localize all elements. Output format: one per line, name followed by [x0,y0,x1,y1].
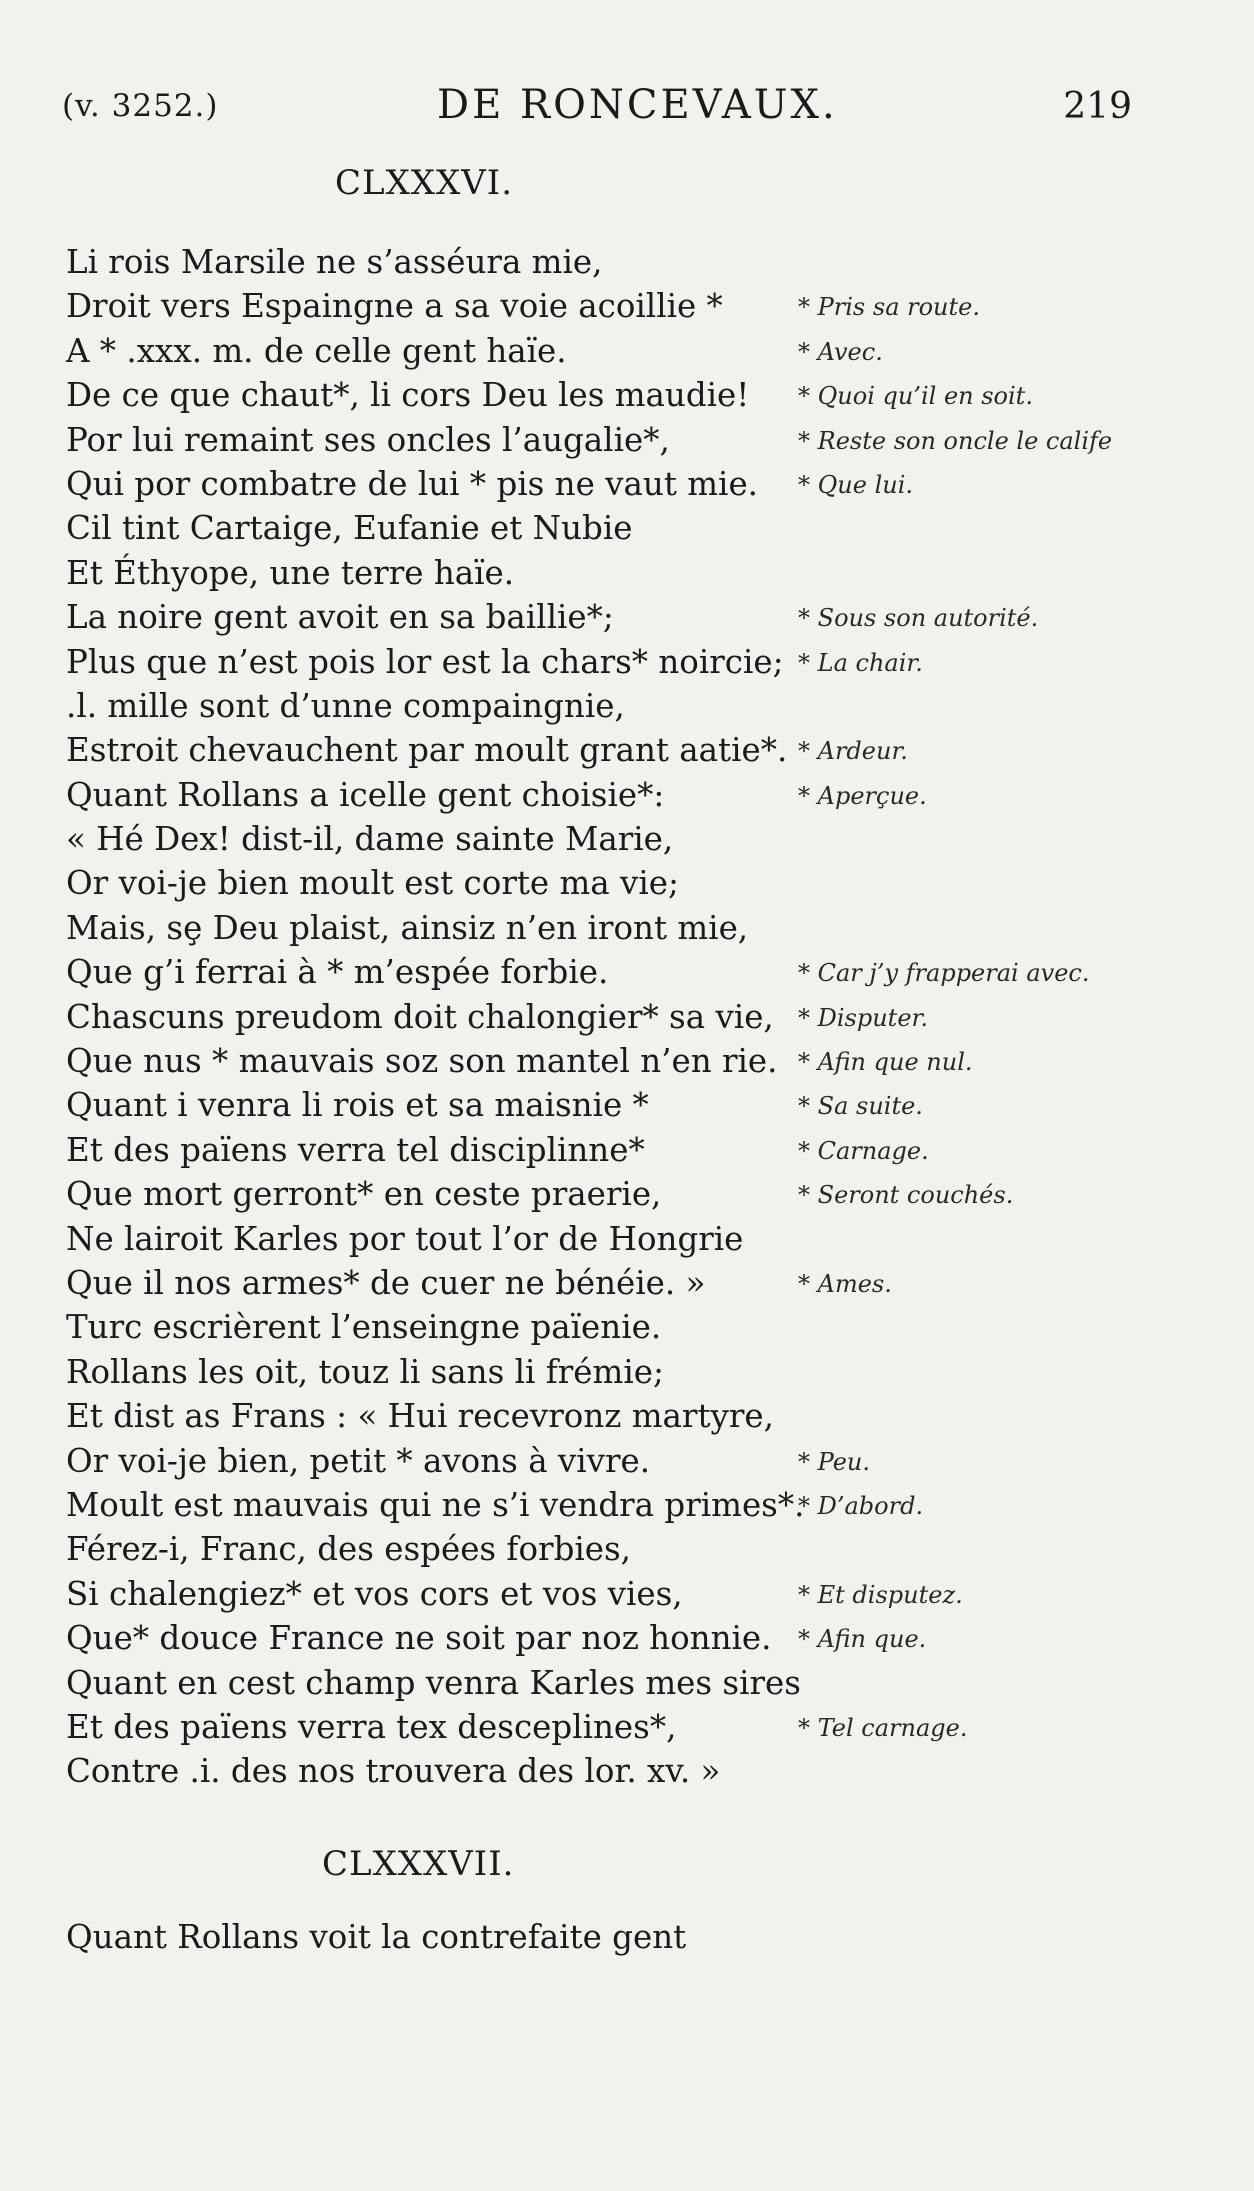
section-title-clxxxvi: CLXXXVI. [335,163,513,203]
gloss-note: * Reste son oncle le calife [798,426,1113,455]
verse-text: Qui por combatre de lui * pis ne vaut mie. [66,464,759,503]
verse-text: Droit vers Espaingne a sa voie acoillie * [66,287,723,326]
gloss-note: * Avec. [798,337,883,366]
gloss-note: * Pris sa route. [798,293,980,322]
gloss-note: * Peu. [798,1447,870,1476]
verse-text: « Hé Dex! dist-il, dame sainte Marie, [66,820,674,859]
page-number: 219 [1063,86,1132,127]
running-title: DE RONCEVAUX. [437,82,838,128]
gloss-note: * Ames. [798,1269,892,1298]
gloss-note: * Sa suite. [798,1092,923,1121]
verse-text: Moult est mauvais qui ne s’i vendra primes*. [66,1485,805,1524]
verse-text: Et des païens verra tel disciplinne* [66,1130,645,1169]
section-title-clxxxvii: CLXXXVII. [322,1844,515,1884]
running-header [62,82,1132,132]
verse-text: Quant en cest champ venra Karles mes sires [66,1663,801,1702]
verse-text: La noire gent avoit en sa baillie*; [66,598,614,637]
verse-text: Que il nos armes* de cuer ne bénéie. » [66,1263,706,1302]
gloss-note: * Quoi qu’il en soit. [798,382,1033,411]
verse-text: Que g’i ferrai à * m’espée forbie. [66,953,609,992]
gloss-note: * Aperçue. [798,781,927,810]
verse-text: Et des païens verra tex desceplines*, [66,1707,677,1746]
verse-text: Or voi-je bien, petit * avons à vivre. [66,1441,651,1480]
verse-text: Que* douce France ne soit par noz honnie. [66,1619,772,1658]
verse-text: Et dist as Frans : « Hui recevronz martyre, [66,1397,774,1436]
verse-text: Chascuns preudom doit chalongier* sa vie, [66,997,774,1036]
verse-text: A * .xxx. m. de celle gent haïe. [66,331,567,370]
gloss-note: * Tel carnage. [798,1713,968,1742]
verse-range: (v. 3252.) [62,88,219,124]
verse-text: Or voi-je bien moult est corte ma vie; [66,864,679,903]
gloss-note: * Disputer. [798,1003,928,1032]
gloss-note: * Que lui. [798,470,914,499]
verse-text: Li rois Marsile ne s’asséura mie, [66,243,603,281]
verse-text: Estroit chevauchent par moult grant aatie*. [66,731,788,770]
verse-text: Et Éthyope, une terre haïe. [66,553,515,592]
verse-line: Quant Rollans voit la contrefaite gent [66,1918,687,1956]
verse-text: Mais, sȩ Deu plaist, ainsiz n’en iront mie, [66,908,749,947]
verse-text: .l. mille sont d’unne compaingnie, [66,686,625,725]
verse-text: Turc escrièrent l’enseingne païenie. [66,1308,662,1347]
gloss-note: * Ardeur. [798,737,908,766]
gloss-note: * Afin que. [798,1625,927,1654]
verse-text: Quant i venra li rois et sa maisnie * [66,1086,649,1125]
verse-text: Que mort gerront* en ceste praerie, [66,1175,662,1214]
verse-text: Ne lairoit Karles por tout l’or de Hongrie [66,1219,744,1258]
verse-text: Si chalengiez* et vos cors et vos vies, [66,1574,683,1613]
gloss-note: * Carnage. [798,1136,929,1165]
verse-text: Contre .i. des nos trouvera des lor. xv. » [66,1752,721,1791]
gloss-note: * Sous son autorité. [798,604,1039,633]
verse-text: Que nus * mauvais soz son mantel n’en rie. [66,1042,778,1081]
verse-text: Rollans les oit, touz li sans li frémie; [66,1352,664,1391]
verse-text: De ce que chaut*, li cors Deu les maudie! [66,376,750,415]
verse-text: Quant Rollans a icelle gent choisie*: [66,775,665,814]
gloss-note: * Et disputez. [798,1580,963,1609]
gloss-note: * La chair. [798,648,923,677]
gloss-note: * Car j’y frapperai avec. [798,959,1090,988]
gloss-note: * Seront couchés. [798,1181,1014,1210]
verse-text: Plus que n’est pois lor est la chars* noircie; [66,642,784,681]
gloss-note: * D’abord. [798,1491,924,1520]
verse-text: Cil tint Cartaige, Eufanie et Nubie [66,509,633,548]
verse-text: Por lui remaint ses oncles l’augalie*, [66,420,670,459]
verse-text: Férez-i, Franc, des espées forbies, [66,1530,632,1569]
gloss-note: * Afin que nul. [798,1048,973,1077]
